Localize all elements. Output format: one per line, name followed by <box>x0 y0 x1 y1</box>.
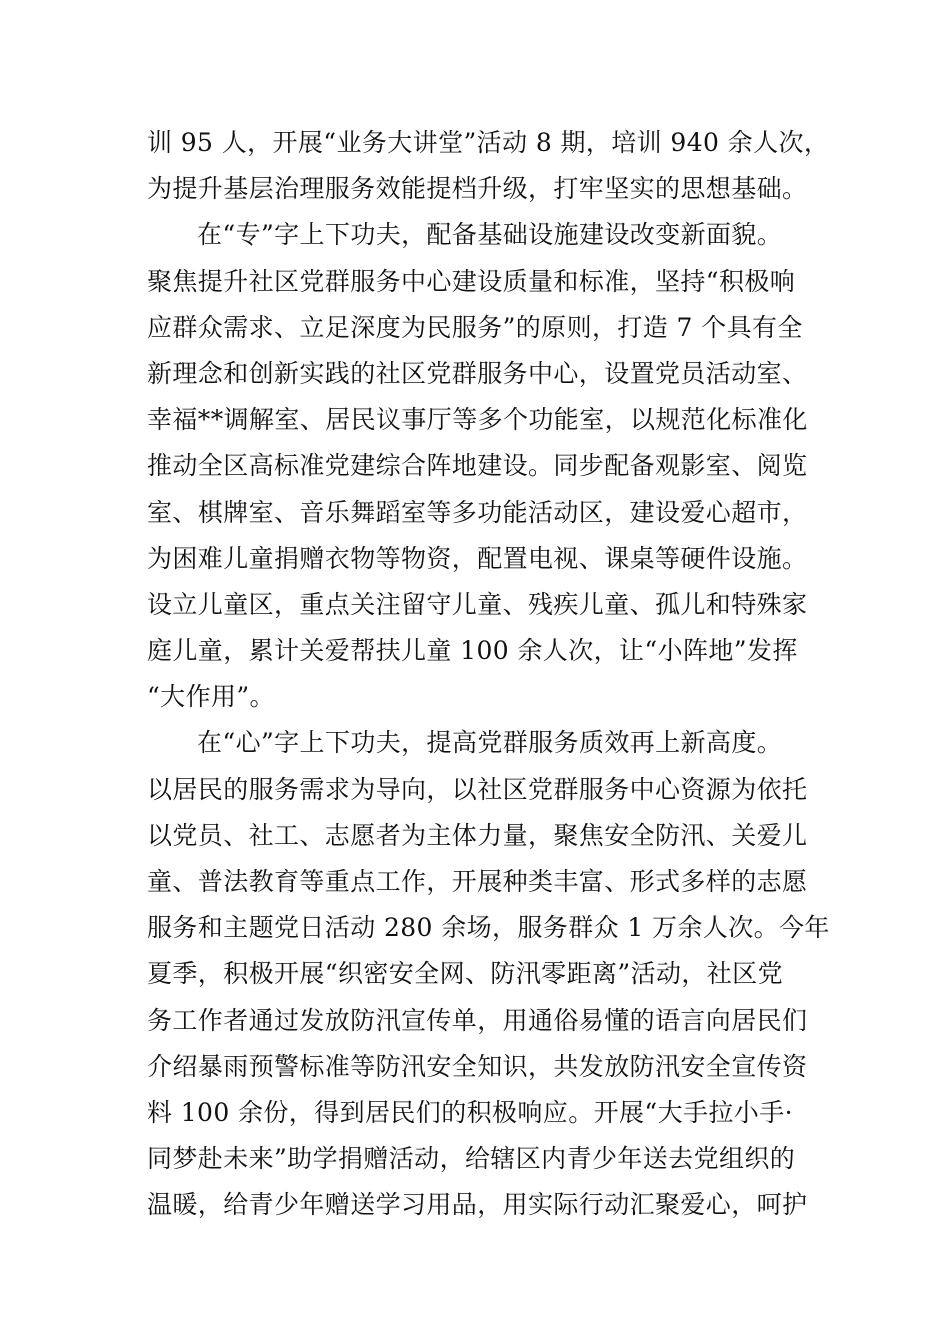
text-line: 设立儿童区，重点关注留守儿童、残疾儿童、孤儿和特殊家 <box>147 589 808 619</box>
text-line: 童、普法教育等重点工作，开展种类丰富、形式多样的志愿 <box>147 867 808 896</box>
text-line: 务工作者通过发放防汛宣传单，用通俗易懂的语言向居民们 <box>147 1005 808 1035</box>
text-line: 同梦赴未来”助学捐赠活动，给辖区内青少年送去党组织的 <box>147 1144 796 1174</box>
text-line: 服务和主题党日活动 280 余场，服务群众 1 万余人次。今年 <box>147 913 830 943</box>
text-line: 料 100 余份，得到居民们的积极响应。开展“大手拉小手· <box>147 1097 793 1127</box>
text-line: “大作用”。 <box>147 682 275 712</box>
body-text <box>147 120 830 1229</box>
text-line: 聚焦提升社区党群服务中心建设质量和标准，坚持“积极响 <box>147 266 796 296</box>
text-line: 应群众需求、立足深度为民服务”的原则，打造 7 个具有全 <box>147 312 803 342</box>
text-line: 为困难儿童捐赠衣物等物资，配置电视、课桌等硬件设施。 <box>147 543 808 573</box>
text-line: 以党员、社工、志愿者为主体力量，聚焦安全防汛、关爱儿 <box>147 820 808 850</box>
text-line: 训 95 人，开展“业务大讲堂”活动 8 期，培训 940 余人次， <box>147 128 830 157</box>
text-line: 推动全区高标准党建综合阵地建设。同步配备观影室、阅览 <box>147 451 808 481</box>
paragraph-heading-line: 在“专”字上下功夫，配备基础设施建设改变新面貌。 <box>197 220 783 250</box>
text-line: 夏季，积极开展“织密安全网、防汛零距离”活动，社区党 <box>147 959 783 989</box>
text-line: 庭儿童，累计关爱帮扶儿童 100 余人次，让“小阵地”发挥 <box>147 636 798 666</box>
paragraph-heading-line: 在“心”字上下功夫，提高党群服务质效再上新高度。 <box>197 728 783 758</box>
text-line: 幸福**调解室、居民议事厅等多个功能室，以规范化标准化 <box>147 405 808 435</box>
text-line: 温暖，给青少年赠送学习用品，用实际行动汇聚爱心，呵护 <box>147 1190 808 1220</box>
text-line: 介绍暴雨预警标准等防汛安全知识，共发放防汛安全宣传资 <box>147 1051 808 1081</box>
text-line: 以居民的服务需求为导向，以社区党群服务中心资源为依托 <box>147 774 808 804</box>
text-line: 室、棋牌室、音乐舞蹈室等多功能活动区，建设爱心超市， <box>147 497 808 527</box>
text-line: 新理念和创新实践的社区党群服务中心，设置党员活动室、 <box>147 358 808 388</box>
text-line: 为提升基层治理服务效能提档升级，打牢坚实的思想基础。 <box>147 174 808 204</box>
